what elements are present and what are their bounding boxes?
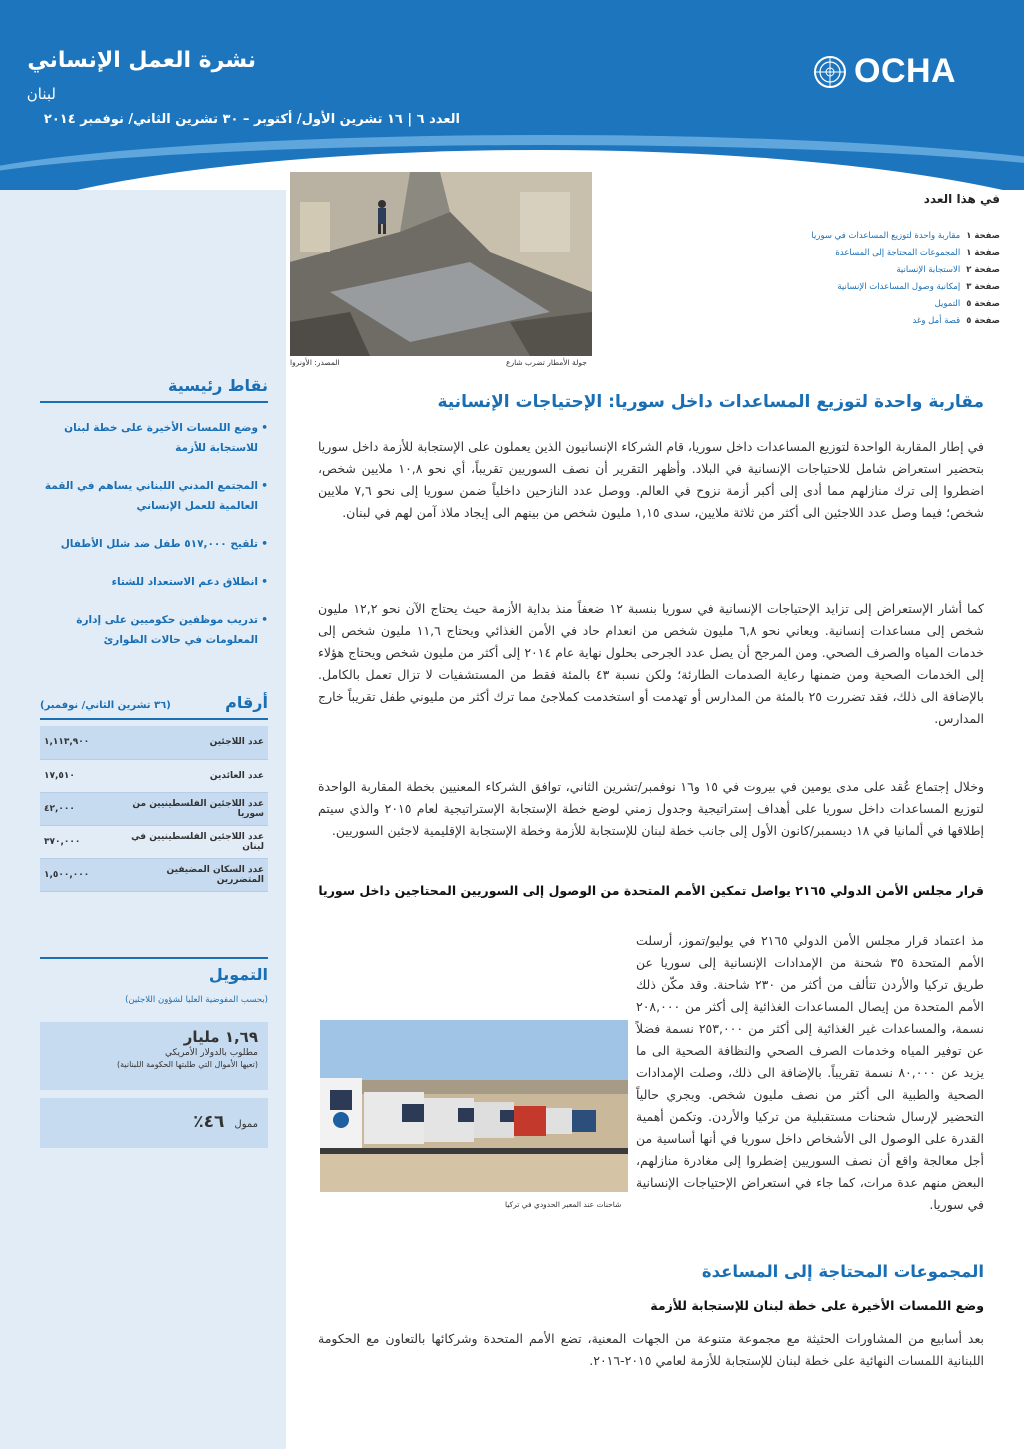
logo-text: OCHA [854,52,957,90]
highlight-item: • تدريب موظفين حكوميين على إدارة المعلومات في حالات الطوارئ [40,610,268,650]
toc-item[interactable] [790,279,1000,296]
toc-item[interactable] [790,296,1000,313]
toc-label: التمويل [934,299,961,309]
toc-item[interactable] [790,313,1000,330]
funding-amount: ١,٦٩ مليار [183,1028,258,1046]
article1-paragraph: مذ اعتماد قرار مجلس الأمن الدولي ٢١٦٥ في يوليو/تموز، أرسلت الأمم المتحدة ٣٥ شحنة من الإمدادات الإنسانية إلى سوريا عن طريق تركيا والأردن تتألف من أكثر من ٢٣٠ شاحنة. وقد مكّن ذلك الأمم المتحدة من إيصال المساعدات الغذائية إلى أكثر من ٢٠٨,٠٠٠ نسمة، والمساعدات غير الغذائية إلى أكثر من ٢٥٣,٠٠٠ نسمة فضلاً عن توفير المياه وخدمات الصرف الصحي والنظافة الصحية الى ما يزيد عن ٨٠,٠٠٠ نسمة تقريباً. بالإضافة الى ذلك، وصلت الإمدادات الصحية والطبية الى أكثر من نصف مليون شخص. ويجري حالياً التحضير لإرسال شحنات مستقبلية من تركيا والأردن. وتكمن أهمية القدرة على الوصول الى الأشخاص داخل سوريا في أنها أساسية من أجل معالجة واقع أن نصف السوريين إضطروا إلى مغادرة منازلهم، البعض منهم عدة مرات، كما جاء في استعراض الإحتياجات الإنسانية في سوريا. [636,933,985,1212]
figure-value: ١,١١٣,٩٠٠ [40,726,120,759]
header-banner [0,0,1024,190]
highlight-item: • المجتمع المدني اللبناني يساهم في القمة العالمية للعمل الإنساني [40,476,268,516]
article1-subheading: قرار مجلس الأمن الدولي ٢١٦٥ يواصل تمكين الأمم المتحدة من الوصول إلى السوريين المحتاجين داخل سوريا [318,883,984,898]
highlight-item: • وضع اللمسات الأخيرة على خطة لبنان للاستجابة للأزمة [40,418,268,458]
publication-title: نشرة العمل الإنساني [27,48,256,73]
highlight-item: • تلقيح ٥١٧,٠٠٠ طفل ضد شلل الأطفال [40,534,268,554]
article1-paragraph: وخلال إجتماع عُقد على مدى يومين في بيروت في ١٥ و١٦ نوفمبر/تشرين الثاني، توافق الشركاء المعنيين بخطة المقاربة الواحدة لتوزيع المساعدات داخل سوريا على أهداف إستراتيجية وجدول زمني لوضع خطة الإستجابة الإستراتيجية لعام ٢٠١٥ والذي سيتم إطلاقها في ألمانيا في ١٨ ديسمبر/كانون الأول إلى جانب خطة لبنان للإستجابة للأزمة وخطة الإستجابة الإقليمية لاجئين السوريين. [318,779,985,838]
funding-required-box [40,1022,268,1090]
figure-value: ١,٥٠٠,٠٠٠ [40,858,120,891]
figures-title: أرقام [225,693,268,712]
figure-label: عدد السكان المضيفين المتضررين [120,858,268,891]
photo1-caption-right: جولة الأمطار تضرب شارع [506,358,587,367]
figure-label: عدد العائدين [120,759,268,792]
un-emblem-icon [812,54,848,90]
toc-item[interactable] [790,262,1000,279]
figure-value: ٣٧٠,٠٠٠ [40,825,120,858]
article2-paragraph: بعد أسابيع من المشاورات الحثيثة مع مجموعة متنوعة من الجهات المعنية، تضع الأمم المتحدة وشركائها بالتعاون مع الحكومة اللبنانية اللمسات النهائية على خطة لبنان للإستجابة للأزمة لعامي ٢٠١٥-٢٠١٦. [318,1331,984,1368]
funded-box [40,1098,268,1148]
toc-page: صفحة ٣ [966,282,1000,292]
toc-label: إمكانية وصول المساعدات الإنسانية [837,282,961,292]
flooded-street-photo [290,172,592,356]
toc-item[interactable] [790,228,1000,245]
toc-page: صفحة ٥ [966,316,1000,326]
highlights-list [40,418,268,668]
article1-paragraph: كما أشار الإستعراض إلى تزايد الإحتياجات الإنسانية في سوريا بنسبة ١٢ ضعفاً منذ بداية الأزمة حيث يحتاج الآن نحو ١٢,٢ مليون شخص إلى مساعدات إنسانية. ويعاني نحو ٦,٨ مليون شخص من انعدام حاد في الأمن الغذائي ويحتاج ١١,٦ مليون شخص إلى خدمات المياه والصرف الصحي. ومن المرجح أن يصل عدد الجرحى بحلول نهاية عام ٢٠١٤ إلى أكثر من مليون شخص ويحتاج هؤلاء إلى الخدمات الصحية ومن ضمنها رعاية الصدمات الطارئة؛ ولكن نسبة ٤٣ بالمئة فقط من المستشفيات لا تزال تعمل بالكامل. بالإضافة الى ذلك، فقد تضررت ٢٥ بالمئة من المدارس أو تهدمت أو استخدمت كملاجئ مما ترك أكثر من مليوني طفل تقريباً خارج المدارس. [318,601,984,726]
figures-row [40,759,268,792]
figures-row [40,858,268,891]
ocha-logo [812,52,956,91]
article1-title: مقاربة واحدة لتوزيع المساعدات داخل سوريا: الإحتياجات الإنسانية [437,392,984,412]
funding-required-label: مطلوب بالدولار الأمريكي [165,1048,258,1058]
toc-label: قصة أمل وغد [912,316,961,326]
figures-heading [40,693,268,712]
figure-value: ٤٢,٠٠٠ [40,792,120,825]
figures-divider [40,718,268,720]
in-this-issue-list [790,228,1000,330]
figure-value: ١٧,٥١٠ [40,759,120,792]
article2-subheading: وضع اللمسات الأخيرة على خطة لبنان للإستجابة للأزمة [650,1298,984,1313]
photo2-caption: شاحنات عند المعبر الحدودي في تركيا [505,1200,622,1209]
toc-page: صفحة ١ [966,231,1000,241]
figures-row [40,825,268,858]
funding-heading: التمويل [208,965,268,984]
figure-label: عدد اللاجئين الفلسطينيين من سوريا [120,792,268,825]
figure-label: عدد اللاجئين [120,726,268,759]
funded-label: ممول [234,1119,258,1130]
issue-line: العدد ٦ | ١٦ تشرين الأول/ أكتوبر – ٣٠ تشرين الثاني/ نوفمبر ٢٠١٤ [43,112,460,127]
funded-percent: ٤٦٪ [193,1112,225,1132]
publication-country: لبنان [26,85,56,103]
article2-title: المجموعات المحتاجة إلى المساعدة [701,1262,984,1281]
funding-subtitle: (بحسب المفوضية العليا لشؤون اللاجئين) [125,995,268,1005]
in-this-issue-title: في هذا العدد [923,192,1000,206]
toc-label: المجموعات المحتاجة إلى المساعدة [835,248,961,258]
toc-page: صفحة ٥ [966,299,1000,309]
figures-row [40,792,268,825]
highlight-item: • انطلاق دعم الاستعداد للشتاء [40,572,268,592]
highlights-divider [40,401,268,403]
figures-subtitle: (٣٦ تشرين الثاني/ نوفمبر) [40,700,171,711]
figure-label: عدد اللاجئين الفلسطينيين في لبنان [120,825,268,858]
toc-page: صفحة ١ [966,248,1000,258]
toc-label: الاستجابة الإنسانية [896,265,961,275]
article1-paragraph: في إطار المقاربة الواحدة لتوزيع المساعدات داخل سوريا، قام الشركاء الإنسانيون الذين يعملون على الإستجابة للأزمة داخل سوريا بتحضير استعراض شامل للاحتياجات الإنسانية في البلاد. وأظهر التقرير أن نصف السوريين تقريباً، أي نحو ١٠,٨ ملايين شخص، اضطروا إلى ترك منازلهم مما أدى إلى أكبر أزمة نزوح في العالم. ووصل عدد النازحين داخلياً ضمن سوريا إلى نحو ٧,٦ ملايين شخص؛ فيما وصل عدد اللاجئين الى أكثر من ثلاثة ملايين، سدى ١,١٥ مليون شخص من بينهم الى إيجاد ملاذ آمن لهم في لبنان. [318,439,985,520]
funding-divider [40,957,268,959]
toc-item[interactable] [790,245,1000,262]
toc-page: صفحة ٢ [966,265,1000,275]
photo1-caption-left: المصدر: الأونروا [290,358,340,367]
figures-row [40,726,268,759]
toc-label: مقاربة واحدة لتوزيع المساعدات في سوريا [811,231,961,241]
trucks-photo [320,1020,628,1192]
figures-table [40,726,268,892]
highlights-heading: نقاط رئيسية [168,376,268,395]
funding-note: (تعيها الأموال التي طلبتها الحكومة اللبنانية) [117,1060,258,1069]
